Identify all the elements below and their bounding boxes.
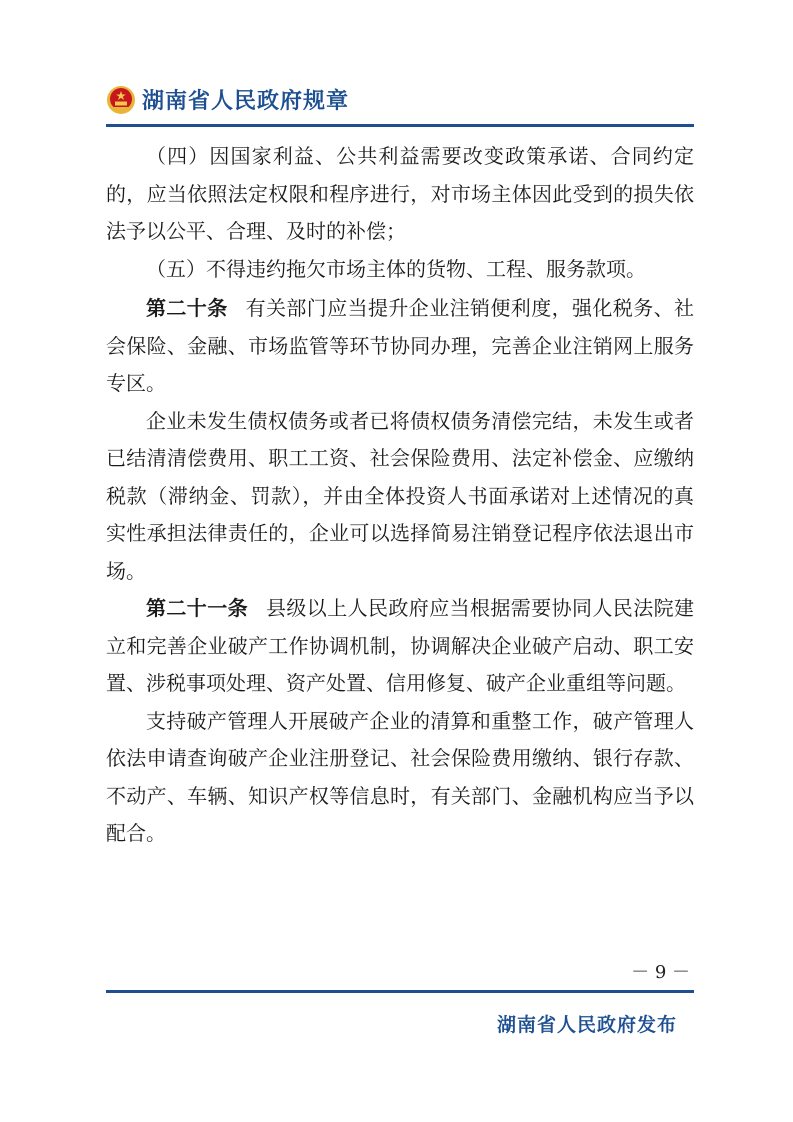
paragraph-text: 有关部门应当提升企业注销便利度，强化税务、社会保险、金融、市场监管等环节协同办理，完善企业注销网上服务专区。 bbox=[106, 296, 695, 395]
page-number: － 9 － bbox=[631, 962, 690, 983]
article-heading: 第二十条 bbox=[146, 296, 228, 320]
paragraph bbox=[106, 703, 694, 853]
paragraph bbox=[106, 251, 694, 289]
paragraph-text: （四）因国家利益、公共利益需要改变政策承诺、合同约定的，应当依照法定权限和程序进行，对市场主体因此受到的损失依法予以公平、合理、及时的补偿； bbox=[106, 144, 694, 243]
document-body bbox=[106, 138, 694, 853]
paragraph bbox=[106, 403, 694, 591]
paragraph-text: 县级以上人民政府应当根据需要协同人民法院建立和完善企业破产工作协调机制，协调解决企业破产启动、职工安置、涉税事项处理、资产处置、信用修复、破产企业重组等问题。 bbox=[106, 596, 694, 695]
paragraph-text: （五）不得违约拖欠市场主体的货物、工程、服务款项。 bbox=[146, 256, 646, 281]
national-emblem-icon bbox=[106, 85, 136, 115]
article-paragraph bbox=[106, 290, 694, 403]
footer-divider bbox=[106, 990, 694, 993]
header-title: 湖南省人民政府规章 bbox=[142, 89, 350, 114]
paragraph bbox=[106, 138, 694, 251]
paragraph-text: 支持破产管理人开展破产企业的清算和重整工作，破产管理人依法申请查询破产企业注册登记、社会保险费用缴纳、银行存款、不动产、车辆、知识产权等信息时，有关部门、金融机构应当予以配合。 bbox=[106, 708, 694, 845]
header-divider bbox=[106, 124, 694, 127]
article-paragraph bbox=[106, 590, 694, 703]
footer-publisher: 湖南省人民政府发布 bbox=[496, 1014, 677, 1036]
paragraph-text: 企业未发生债权债务或者已将债权债务清偿完结，未发生或者已结清清偿费用、职工工资、社会保险费用、法定补偿金、应缴纳税款（滞纳金、罚款），并由全体投资人书面承诺对上述情况的真实性承担法律责任的，企业可以选择简易注销登记程序依法退出市场。 bbox=[106, 408, 694, 583]
article-heading: 第二十一条 bbox=[146, 596, 248, 620]
document-header bbox=[106, 84, 349, 115]
